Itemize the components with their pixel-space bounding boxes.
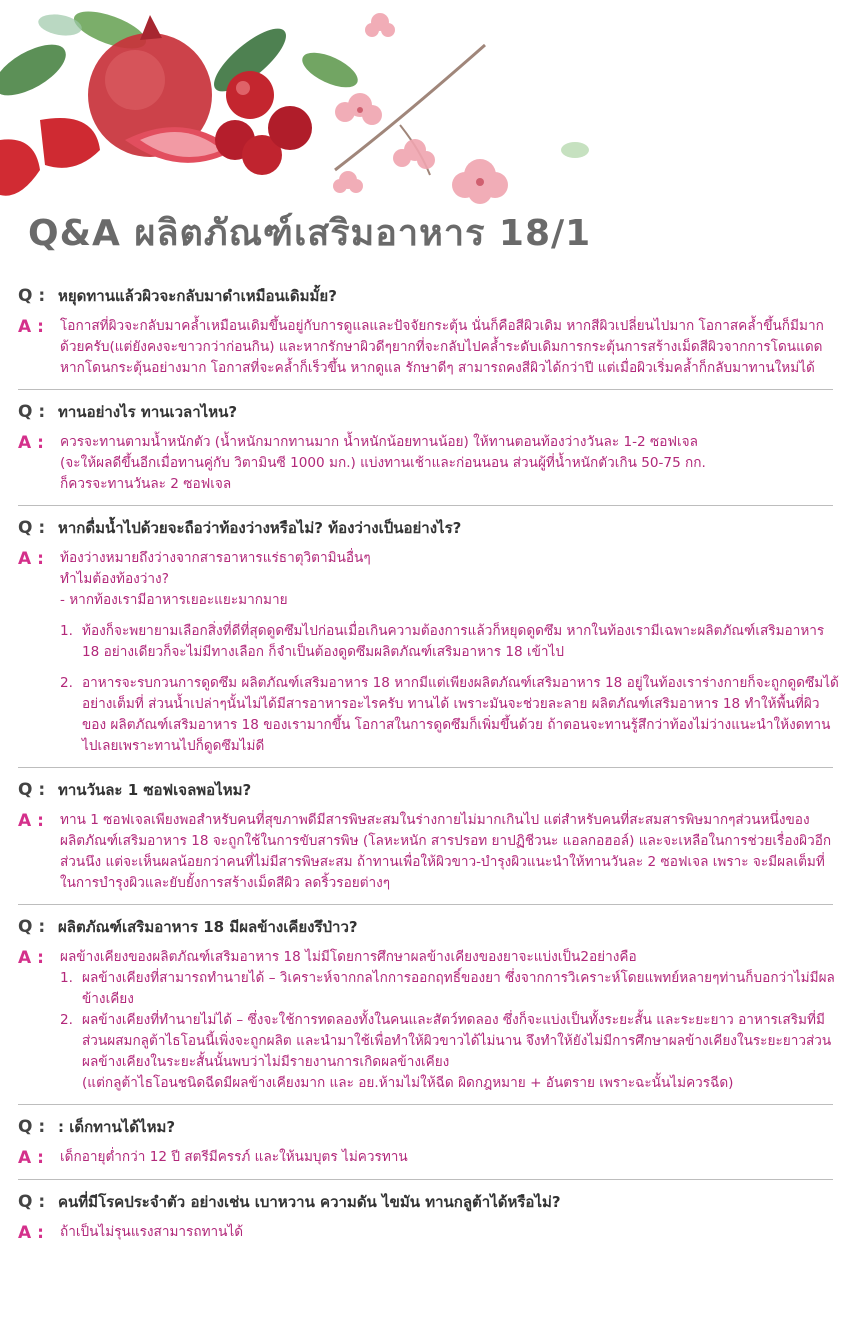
- question-marker: Q :: [18, 518, 46, 538]
- answer-marker: A :: [18, 433, 44, 453]
- point-number: 2.: [60, 675, 73, 691]
- qa-item: [0, 400, 851, 506]
- answer-text: (จะให้ผลดีขึ้นอีกเมื่อทานคู่กับ วิตามินซี 1000 มก.) แบ่งทานเช้าและก่อนนอน ส่วนผู้ที่น้ำหนักตัวเกิน 50-75 กก.: [60, 455, 706, 471]
- point-text: อาหารจะรบกวนการดูดซึม ผลิตภัณฑ์เสริมอาหาร 18 หากมีแต่เพียงผลิตภัณฑ์เสริมอาหาร 18 อยู่ในท้องเราร่างกายก็จะถูกดูดซึมได้อย่างเต็มที่ ส่วนน้ำเปล่าๆนั้นไม่ได้มีสารอาหารอะไรครับ ทานได้ เพราะมันจะช่วยละลาย ผลิตภัณฑ์เสริมอาหาร 18 ทำให้พื้นที่ผิวของ ผลิตภัณฑ์เสริมอาหาร 18 ของเรามากขึ้น โอกาสในการดูดซึมก็เพิ่มขึ้นด้วย ถ้าตอนจะทานรู้สึกว่าท้องไม่ว่างแนะนำให้งดทานไปเลยเพราะทานไปก็ดูดซึมไม่ดี: [82, 675, 839, 754]
- qa-item: [0, 516, 851, 768]
- qa-item: [0, 1190, 851, 1244]
- answer-text: ทาน 1 ซอฟเจลเพียงพอสำหรับคนที่สุขภาพดีมีสารพิษสะสมในร่างกายไม่มากเกินไป แต่สำหรับคนที่สะสมสารพิษมากๆส่วนหนึ่งของผลิตภัณฑ์เสริมอาหาร 18 จะถูกใช้ในการขับสารพิษ (โลหะหนัก สารปรอท ยาปฏิชีวนะ แอลกอฮอล์) และจะเหลือในการช่วยเรื่องผิวอีกส่วนนึง แต่จะเห็นผลน้อยกว่าคนที่ไม่มีสารพิษสะสม ถ้าทานเพื่อให้ผิวขาว-บำรุงผิวแนะนำให้ทานวันละ 2 ซอฟเจล เพราะ จะมีผลเต็มที่ในการบำรุงผิวและยับยั้งการสร้างเม็ดสีผิว ลดริ้วรอยต่างๆ: [60, 812, 832, 891]
- answer-body: [60, 548, 840, 757]
- answer-text: เด็กอายุต่ำกว่า 12 ปี สตรีมีครรภ์ และให้นมบุตร ไม่ควรทาน: [60, 1149, 408, 1165]
- divider: [18, 505, 833, 506]
- question-text: หยุดทานแล้วผิวจะกลับมาดำเหมือนเดิมมั้ย?: [58, 287, 337, 305]
- answer-body: [60, 947, 840, 1094]
- answer-text: ท้องว่างหมายถึงว่างจากสารอาหารแร่ธาตุวิตามินอื่นๆ: [60, 550, 371, 566]
- answer-text: ทำไมต้องท้องว่าง?: [60, 571, 169, 587]
- qa-item: [0, 1115, 851, 1180]
- point-number: 1.: [60, 970, 73, 986]
- question-text: คนที่มีโรคประจำตัว อย่างเช่น เบาหวาน ความดัน ไขมัน ทานกลูต้าได้หรือไม่?: [58, 1193, 561, 1211]
- point-number: 1.: [60, 623, 73, 639]
- question-text: หากดื่มน้ำไปด้วยจะถือว่าท้องว่างหรือไม่? ท้องว่างเป็นอย่างไร?: [58, 519, 462, 537]
- answer-marker: A :: [18, 317, 44, 337]
- answer-body: [60, 1147, 840, 1168]
- numbered-point: [60, 1010, 840, 1073]
- question-text: ทานอย่างไร ทานเวลาไหน?: [58, 403, 238, 421]
- answer-text: ก็ควรจะทานวันละ 2 ซอฟเจล: [60, 476, 232, 492]
- answer-body: [60, 1222, 840, 1243]
- answer-marker: A :: [18, 1223, 44, 1243]
- point-text: ท้องก็จะพยายามเลือกสิ่งที่ดีที่สุดดูดซึมไปก่อนเมื่อเกินความต้องการแล้วก็หยุดดูดซึม หากในท้องเรามีเฉพาะผลิตภัณฑ์เสริมอาหาร 18 อย่างเดียวก็จะไม่มีทางเลือก ก็จำเป็นต้องดูดซึมผลิตภัณฑ์เสริมอาหาร 18 เข้าไป: [82, 623, 825, 660]
- answer-text: ผลข้างเคียงของผลิตภัณฑ์เสริมอาหาร 18 ไม่มีโดยการศึกษาผลข้างเคียงของยาจะแบ่งเป็น2อย่างคือ: [60, 949, 637, 965]
- question-marker: Q :: [18, 780, 46, 800]
- divider: [18, 904, 833, 905]
- answer-text: - หากท้องเรามีอาหารเยอะแยะมากมาย: [60, 592, 288, 608]
- question-marker: Q :: [18, 1192, 46, 1212]
- question-marker: Q :: [18, 917, 46, 937]
- answer-marker: A :: [18, 948, 44, 968]
- question-marker: Q :: [18, 1117, 46, 1137]
- answer-body: [60, 432, 840, 495]
- numbered-point: [60, 621, 840, 663]
- fruit-flower-illustration: [0, 0, 851, 215]
- point-text: ผลข้างเคียงที่ทำนายไม่ได้ – ซึ่งจะใช้การทดลองทั้งในคนและสัตว์ทดลอง ซึ่งก็จะแบ่งเป็นทั้งระยะสั้น และระยะยาว อาหารเสริมที่มีส่วนผสมกลูต้าไธโอนนี้เพิ่งจะถูกผลิต และนำมาใช้เพื่อทำให้ผิวขาวได้ไม่นาน จึงทำให้ยังไม่มีการศึกษาผลข้างเคียงในระยะยาวส่วนผลข้างเคียงในระยะสั้นนั้นพบว่าไม่มีรายงานการเกิดผลข้างเคียง: [82, 1012, 832, 1070]
- divider: [18, 389, 833, 390]
- divider: [18, 1104, 833, 1105]
- numbered-point: [60, 673, 840, 757]
- divider: [18, 767, 833, 768]
- divider: [18, 1179, 833, 1180]
- question-marker: Q :: [18, 402, 46, 422]
- answer-marker: A :: [18, 1148, 44, 1168]
- qa-item: [0, 284, 851, 390]
- point-text: ผลข้างเคียงที่สามารถทำนายได้ – วิเคราะห์จากกลไกการออกฤทธิ์ของยา ซึ่งจากการวิเคราะห์โดยแพทย์หลายๆท่านก็บอกว่าไม่มีผลข้างเคียง: [82, 970, 835, 1007]
- answer-marker: A :: [18, 811, 44, 831]
- question-text: ทานวันละ 1 ซอฟเจลพอไหม?: [58, 781, 252, 799]
- answer-text: โอกาสที่ผิวจะกลับมาคล้ำเหมือนเดิมขึ้นอยู่กับการดูแลและปัจจัยกระตุ้น นั่นก็คือสีผิวเดิม หากสีผิวเปลี่ยนไปมาก โอกาสคล้ำขึ้นก็มีมากด้วยครับ(แต่ยังคงจะขาวกว่าก่อนกิน) และหากรักษาผิวดีๆยากที่จะกลับไปคล้ำระดับเดิมการกระตุ้นการสร้างเม็ดสีผิวจากการโดนแดดหากโดนกระตุ้นอย่างมาก โอกาสที่จะคล้ำก็เร็วขึ้น หากดูแล รักษาดีๆ สามารถคงสีผิวได้กว่าปี แต่เมื่อผิวเริ่มคล้ำก็กลับมาทานใหม่ได้: [60, 318, 824, 376]
- answer-body: [60, 316, 840, 379]
- question-text: : เด็กทานได้ไหม?: [58, 1118, 176, 1136]
- answer-text: ถ้าเป็นไม่รุนแรงสามารถทานได้: [60, 1224, 244, 1240]
- qa-item: [0, 778, 851, 905]
- question-marker: Q :: [18, 286, 46, 306]
- page-title: Q&A ผลิตภัณฑ์เสริมอาหาร 18/1: [28, 213, 592, 254]
- answer-marker: A :: [18, 549, 44, 569]
- point-number: 2.: [60, 1012, 73, 1028]
- qa-item: [0, 915, 851, 1105]
- answer-note: (แต่กลูต้าไธโอนชนิดฉีดมีผลข้างเคียงมาก และ อย.ห้ามไม่ให้ฉีด ผิดกฎหมาย + อันตราย เพราะฉะนั้นไม่ควรฉีด): [82, 1075, 734, 1091]
- answer-body: [60, 810, 840, 894]
- answer-text: ควรจะทานตามน้ำหนักตัว (น้ำหนักมากทานมาก น้ำหนักน้อยทานน้อย) ให้ทานตอนท้องว่างวันละ 1-2 ซอฟเจล: [60, 434, 698, 450]
- numbered-point: [60, 968, 840, 1010]
- qa-list: [0, 284, 851, 1244]
- question-text: ผลิตภัณฑ์เสริมอาหาร 18 มีผลข้างเคียงรึป่าว?: [58, 918, 358, 936]
